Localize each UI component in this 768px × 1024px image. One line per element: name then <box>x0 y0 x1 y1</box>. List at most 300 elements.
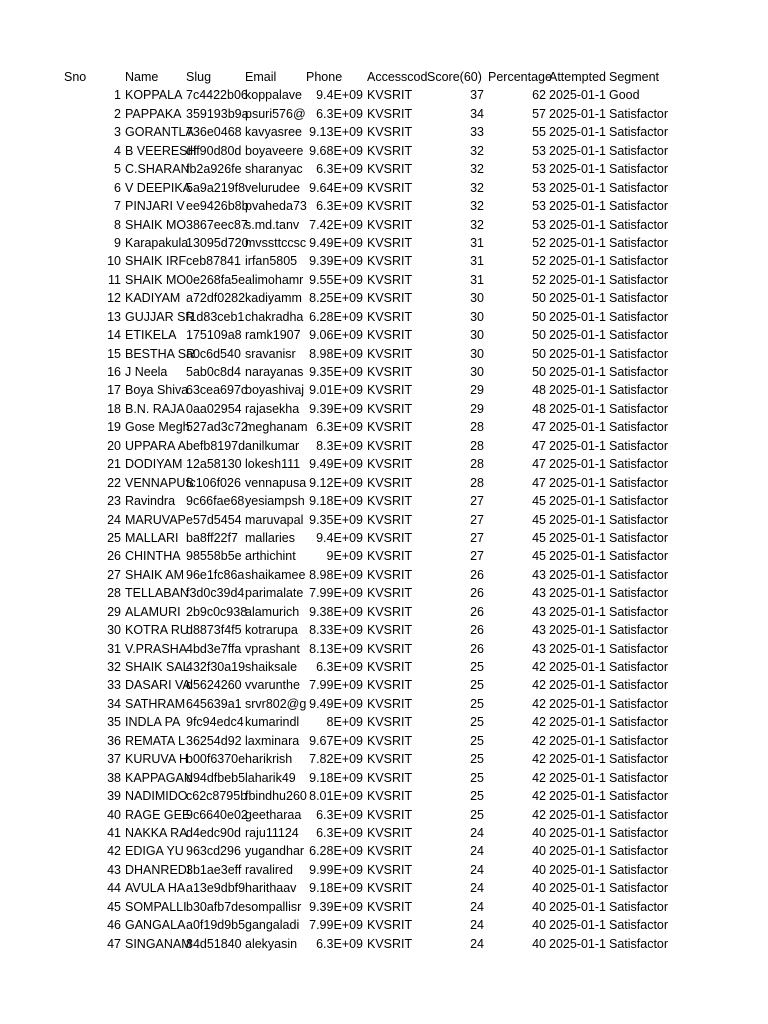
cell-slug: a0c6d540 <box>186 346 241 361</box>
cell-attempted: 2025-01-1 <box>549 623 606 638</box>
cell-phone: 9.38E+09 <box>309 604 363 619</box>
cell-attempted: 2025-01-1 <box>549 143 606 158</box>
cell-score: 24 <box>470 918 484 933</box>
cell-name: DHANREDI <box>125 862 191 877</box>
cell-slug: dff90d80d <box>186 143 242 158</box>
header-attempted: Attempted <box>549 70 606 84</box>
cell-sno: 18 <box>107 401 121 416</box>
cell-phone: 9.01E+09 <box>309 383 363 398</box>
cell-name: DASARI VA <box>125 678 191 693</box>
cell-score: 27 <box>470 494 484 509</box>
cell-score: 27 <box>470 549 484 564</box>
cell-email: koppalave <box>245 88 302 103</box>
cell-score: 32 <box>470 199 484 214</box>
cell-percentage: 42 <box>532 770 546 785</box>
cell-name: BESTHA SR <box>125 346 196 361</box>
table-row <box>0 492 768 510</box>
cell-sno: 3 <box>114 125 121 140</box>
cell-slug: f3d0c39d4 <box>186 586 245 601</box>
cell-sno: 33 <box>107 678 121 693</box>
cell-attempted: 2025-01-1 <box>549 918 606 933</box>
cell-email: boyaveere <box>245 143 304 158</box>
cell-attempted: 2025-01-1 <box>549 162 606 177</box>
cell-accesscode: KVSRIT <box>367 789 413 804</box>
cell-sno: 9 <box>114 235 121 250</box>
cell-sno: 19 <box>107 420 121 435</box>
cell-name: V.PRASHA <box>125 641 188 656</box>
cell-score: 24 <box>470 881 484 896</box>
cell-slug: 9c66fae68 <box>186 494 245 509</box>
cell-phone: 6.3E+09 <box>316 936 363 951</box>
cell-percentage: 43 <box>532 586 546 601</box>
cell-slug: a72df0282 <box>186 291 246 306</box>
cell-email: yesiampsh <box>245 494 305 509</box>
cell-attempted: 2025-01-1 <box>549 235 606 250</box>
cell-sno: 46 <box>107 918 121 933</box>
cell-segment: Satisfactor <box>609 235 669 250</box>
table-row <box>0 179 768 197</box>
cell-email: alekyasin <box>245 936 298 951</box>
cell-attempted: 2025-01-1 <box>549 512 606 527</box>
cell-segment: Satisfactor <box>609 604 669 619</box>
cell-slug: c62c8795b <box>186 789 248 804</box>
cell-percentage: 50 <box>532 309 546 324</box>
cell-slug: 98558b5e <box>186 549 242 564</box>
cell-email: narayanas <box>245 365 304 379</box>
cell-email: maruvapal <box>245 512 304 527</box>
cell-score: 28 <box>470 438 484 453</box>
cell-segment: Satisfactor <box>609 401 669 416</box>
cell-phone: 9.4E+09 <box>316 530 363 545</box>
cell-name: CHINTHA <box>125 549 181 564</box>
table-row <box>0 879 768 897</box>
cell-accesscode: KVSRIT <box>367 254 413 269</box>
cell-percentage: 45 <box>532 512 546 527</box>
cell-attempted: 2025-01-1 <box>549 530 606 545</box>
cell-name: INDLA PA <box>125 715 181 730</box>
table-row <box>0 308 768 326</box>
cell-accesscode: KVSRIT <box>367 844 413 859</box>
cell-email: srvr802@g <box>245 696 307 711</box>
cell-slug: b00f6370e <box>186 752 246 767</box>
cell-accesscode: KVSRIT <box>367 365 413 379</box>
cell-phone: 8.98E+09 <box>309 567 363 582</box>
cell-phone: 7.99E+09 <box>309 678 363 693</box>
cell-percentage: 42 <box>532 696 546 711</box>
cell-accesscode: KVSRIT <box>367 438 413 453</box>
cell-email: geetharaa <box>245 807 302 822</box>
cell-sno: 23 <box>107 494 121 509</box>
cell-attempted: 2025-01-1 <box>549 328 606 343</box>
cell-sno: 43 <box>107 862 121 877</box>
cell-segment: Satisfactor <box>609 586 669 601</box>
cell-sno: 24 <box>107 512 121 527</box>
cell-slug: 3867eec87 <box>186 217 248 232</box>
cell-percentage: 53 <box>532 162 546 177</box>
cell-name: SOMPALLI <box>125 899 187 914</box>
cell-accesscode: KVSRIT <box>367 530 413 545</box>
cell-sno: 40 <box>107 807 121 822</box>
cell-email: gangaladi <box>245 918 300 933</box>
cell-segment: Satisfactor <box>609 217 669 232</box>
table-row <box>0 86 768 104</box>
cell-phone: 9.39E+09 <box>309 254 363 269</box>
cell-name: RAGE GEE <box>125 807 191 822</box>
cell-attempted: 2025-01-1 <box>549 604 606 619</box>
cell-accesscode: KVSRIT <box>367 346 413 361</box>
table-row <box>0 713 768 731</box>
cell-segment: Satisfactor <box>609 752 669 767</box>
table-row <box>0 105 768 123</box>
cell-name: AVULA HA <box>125 881 186 896</box>
cell-phone: 9.4E+09 <box>316 88 363 103</box>
cell-email: chakradha <box>245 309 304 324</box>
cell-attempted: 2025-01-1 <box>549 254 606 269</box>
cell-accesscode: KVSRIT <box>367 696 413 711</box>
cell-sno: 36 <box>107 733 121 748</box>
cell-sno: 21 <box>107 457 121 472</box>
cell-accesscode: KVSRIT <box>367 162 413 177</box>
table-row <box>0 271 768 289</box>
cell-attempted: 2025-01-1 <box>549 438 606 453</box>
header-name: Name <box>125 70 159 84</box>
cell-segment: Satisfactor <box>609 199 669 214</box>
cell-segment: Satisfactor <box>609 641 669 656</box>
cell-sno: 47 <box>107 936 121 951</box>
cell-slug: d8873f4f5 <box>186 623 242 638</box>
cell-segment: Satisfactor <box>609 420 669 435</box>
cell-name: Karapakula <box>125 235 189 250</box>
cell-percentage: 40 <box>532 881 546 896</box>
cell-segment: Satisfactor <box>609 512 669 527</box>
cell-accesscode: KVSRIT <box>367 291 413 306</box>
spreadsheet <box>0 68 768 953</box>
cell-email: harithaav <box>245 881 297 896</box>
table-body <box>0 86 768 953</box>
cell-accesscode: KVSRIT <box>367 199 413 214</box>
cell-email: shaiksale <box>245 660 298 674</box>
cell-slug: 7c4422b06 <box>186 88 248 103</box>
header-phone: Phone <box>306 70 343 84</box>
header-percentage: Percentage <box>488 70 552 84</box>
table-row <box>0 603 768 621</box>
cell-phone: 9.06E+09 <box>309 328 363 343</box>
cell-percentage: 42 <box>532 752 546 767</box>
cell-score: 37 <box>470 88 484 103</box>
cell-slug: 63cea697c <box>186 383 248 398</box>
table-row <box>0 732 768 750</box>
cell-attempted: 2025-01-1 <box>549 346 606 361</box>
cell-sno: 25 <box>107 530 121 545</box>
table-row <box>0 474 768 492</box>
cell-email: kavyasree <box>245 125 302 140</box>
cell-segment: Satisfactor <box>609 678 669 693</box>
table-row <box>0 658 768 676</box>
cell-sno: 41 <box>107 825 121 840</box>
cell-segment: Satisfactor <box>609 383 669 398</box>
cell-attempted: 2025-01-1 <box>549 678 606 693</box>
cell-segment: Satisfactor <box>609 530 669 545</box>
table-row <box>0 381 768 399</box>
cell-email: irfan5805 <box>245 254 298 269</box>
cell-percentage: 52 <box>532 272 546 287</box>
cell-slug: 5ab0c8d4 <box>186 365 241 379</box>
cell-accesscode: KVSRIT <box>367 217 413 232</box>
cell-email: vvarunthe <box>245 678 300 693</box>
cell-phone: 9.99E+09 <box>309 862 363 877</box>
cell-score: 24 <box>470 862 484 877</box>
cell-percentage: 40 <box>532 844 546 859</box>
cell-attempted: 2025-01-1 <box>549 789 606 804</box>
table-row <box>0 935 768 953</box>
cell-phone: 9.18E+09 <box>309 494 363 509</box>
cell-accesscode: KVSRIT <box>367 715 413 730</box>
cell-accesscode: KVSRIT <box>367 457 413 472</box>
header-segment: Segment <box>609 70 660 84</box>
cell-percentage: 40 <box>532 936 546 951</box>
cell-segment: Satisfactor <box>609 291 669 306</box>
cell-slug: 84d51840 <box>186 936 242 951</box>
cell-slug: 12a58130 <box>186 457 242 472</box>
cell-name: SHAIK AM <box>125 567 185 582</box>
cell-percentage: 42 <box>532 807 546 822</box>
cell-email: harikrish <box>245 752 293 767</box>
cell-accesscode: KVSRIT <box>367 862 413 877</box>
cell-name: GANGALA <box>125 918 186 933</box>
cell-name: SINGANAM <box>125 936 192 951</box>
cell-name: KAPPAGAN <box>125 770 193 785</box>
table-row <box>0 621 768 639</box>
cell-phone: 9.18E+09 <box>309 770 363 785</box>
cell-score: 30 <box>470 309 484 324</box>
cell-accesscode: KVSRIT <box>367 825 413 840</box>
cell-attempted: 2025-01-1 <box>549 383 606 398</box>
cell-score: 25 <box>470 807 484 822</box>
cell-sno: 17 <box>107 383 121 398</box>
cell-attempted: 2025-01-1 <box>549 899 606 914</box>
cell-sno: 5 <box>114 162 121 177</box>
cell-email: boyashivaj <box>245 383 305 398</box>
cell-segment: Satisfactor <box>609 733 669 748</box>
cell-segment: Satisfactor <box>609 918 669 933</box>
cell-phone: 9.49E+09 <box>309 235 363 250</box>
cell-sno: 30 <box>107 623 121 638</box>
cell-segment: Satisfactor <box>609 180 669 195</box>
cell-score: 24 <box>470 844 484 859</box>
cell-score: 30 <box>470 346 484 361</box>
cell-sno: 28 <box>107 586 121 601</box>
cell-score: 25 <box>470 733 484 748</box>
cell-score: 32 <box>470 143 484 158</box>
header-sno: Sno <box>64 70 87 84</box>
cell-segment: Satisfactor <box>609 789 669 804</box>
cell-score: 28 <box>470 420 484 435</box>
cell-name: SATHRAM <box>125 696 186 711</box>
cell-percentage: 50 <box>532 365 546 379</box>
cell-accesscode: KVSRIT <box>367 272 413 287</box>
cell-accesscode: KVSRIT <box>367 106 413 121</box>
cell-name: KOTRA RU <box>125 623 189 638</box>
cell-sno: 15 <box>107 346 121 361</box>
cell-email: parimalate <box>245 586 304 601</box>
cell-slug: 359193b9a <box>186 106 249 121</box>
cell-phone: 8.3E+09 <box>316 438 363 453</box>
cell-phone: 9.49E+09 <box>309 696 363 711</box>
cell-attempted: 2025-01-1 <box>549 660 606 674</box>
cell-phone: 6.3E+09 <box>316 199 363 214</box>
cell-slug: fb2a926fe <box>186 162 242 177</box>
cell-phone: 6.28E+09 <box>309 844 363 859</box>
cell-percentage: 47 <box>532 438 546 453</box>
cell-score: 33 <box>470 125 484 140</box>
cell-email: velurudee <box>245 180 300 195</box>
cell-accesscode: KVSRIT <box>367 899 413 914</box>
cell-segment: Satisfactor <box>609 475 669 490</box>
cell-email: kadiyamm <box>245 291 302 306</box>
cell-attempted: 2025-01-1 <box>549 475 606 490</box>
cell-segment: Satisfactor <box>609 494 669 509</box>
cell-attempted: 2025-01-1 <box>549 825 606 840</box>
table-row <box>0 252 768 270</box>
cell-accesscode: KVSRIT <box>367 420 413 435</box>
cell-segment: Satisfactor <box>609 254 669 269</box>
cell-score: 25 <box>470 678 484 693</box>
cell-slug: 36254d92 <box>186 733 242 748</box>
cell-phone: 6.3E+09 <box>316 162 363 177</box>
cell-email: arthichint <box>245 549 296 564</box>
cell-slug: 9c6640e02 <box>186 807 248 822</box>
cell-accesscode: KVSRIT <box>367 512 413 527</box>
cell-sno: 12 <box>107 291 121 306</box>
cell-segment: Satisfactor <box>609 844 669 859</box>
cell-slug: e57d5454 <box>186 512 242 527</box>
table-row <box>0 437 768 455</box>
table-row <box>0 584 768 602</box>
cell-name: ALAMURI <box>125 604 181 619</box>
cell-slug: d4edc90d <box>186 825 241 840</box>
cell-sno: 16 <box>107 365 121 379</box>
table-row <box>0 234 768 252</box>
cell-accesscode: KVSRIT <box>367 125 413 140</box>
cell-percentage: 48 <box>532 383 546 398</box>
cell-accesscode: KVSRIT <box>367 807 413 822</box>
cell-phone: 9.67E+09 <box>309 733 363 748</box>
cell-phone: 8.01E+09 <box>309 789 363 804</box>
table-row <box>0 511 768 529</box>
cell-sno: 39 <box>107 789 121 804</box>
cell-score: 26 <box>470 641 484 656</box>
cell-segment: Satisfactor <box>609 715 669 730</box>
cell-email: sravanisr <box>245 346 296 361</box>
cell-name: Gose Megh <box>125 420 190 435</box>
cell-attempted: 2025-01-1 <box>549 715 606 730</box>
cell-accesscode: KVSRIT <box>367 383 413 398</box>
cell-name: KADIYAM <box>125 291 181 306</box>
cell-name: KOPPALA <box>125 88 183 103</box>
cell-score: 27 <box>470 512 484 527</box>
cell-slug: ceb87841 <box>186 254 241 269</box>
cell-segment: Good <box>609 88 640 103</box>
cell-accesscode: KVSRIT <box>367 641 413 656</box>
cell-sno: 32 <box>107 660 121 674</box>
cell-email: ramk1907 <box>245 328 301 343</box>
cell-slug: d5624260 <box>186 678 242 693</box>
cell-percentage: 40 <box>532 862 546 877</box>
cell-accesscode: KVSRIT <box>367 660 413 674</box>
cell-percentage: 55 <box>532 125 546 140</box>
cell-score: 26 <box>470 604 484 619</box>
cell-sno: 8 <box>114 217 121 232</box>
table-row <box>0 898 768 916</box>
cell-percentage: 42 <box>532 733 546 748</box>
cell-slug: 96e1fc86a <box>186 567 245 582</box>
cell-slug: fc106f026 <box>186 475 241 490</box>
cell-email: kumarindl <box>245 715 300 730</box>
cell-email: anilkumar <box>245 438 300 453</box>
cell-attempted: 2025-01-1 <box>549 420 606 435</box>
cell-phone: 6.28E+09 <box>309 309 363 324</box>
cell-slug: 3b1ae3eff <box>186 862 242 877</box>
cell-percentage: 42 <box>532 678 546 693</box>
cell-accesscode: KVSRIT <box>367 752 413 767</box>
cell-slug: 175109a8 <box>186 328 242 343</box>
cell-phone: 6.3E+09 <box>316 106 363 121</box>
cell-attempted: 2025-01-1 <box>549 733 606 748</box>
header-email: Email <box>245 70 277 84</box>
cell-attempted: 2025-01-1 <box>549 494 606 509</box>
cell-email: kotrarupa <box>245 623 298 638</box>
cell-phone: 9.49E+09 <box>309 457 363 472</box>
cell-email: shaikamee <box>245 567 306 582</box>
cell-sno: 44 <box>107 881 121 896</box>
cell-score: 32 <box>470 162 484 177</box>
cell-sno: 14 <box>107 328 121 343</box>
cell-percentage: 40 <box>532 899 546 914</box>
cell-phone: 8.98E+09 <box>309 346 363 361</box>
cell-percentage: 50 <box>532 328 546 343</box>
cell-name: Ravindra <box>125 494 176 509</box>
cell-accesscode: KVSRIT <box>367 881 413 896</box>
cell-score: 32 <box>470 217 484 232</box>
cell-name: GUJJAR SR <box>125 309 195 324</box>
cell-accesscode: KVSRIT <box>367 88 413 103</box>
cell-attempted: 2025-01-1 <box>549 696 606 711</box>
table-row <box>0 345 768 363</box>
cell-accesscode: KVSRIT <box>367 235 413 250</box>
cell-accesscode: KVSRIT <box>367 567 413 582</box>
cell-phone: 9.12E+09 <box>309 475 363 490</box>
cell-percentage: 47 <box>532 475 546 490</box>
cell-attempted: 2025-01-1 <box>549 457 606 472</box>
cell-score: 27 <box>470 530 484 545</box>
cell-accesscode: KVSRIT <box>367 733 413 748</box>
cell-phone: 7.99E+09 <box>309 586 363 601</box>
cell-name: Boya Shiva <box>125 383 189 398</box>
cell-sno: 1 <box>114 88 121 103</box>
cell-name: B.N. RAJA <box>125 401 185 416</box>
cell-accesscode: KVSRIT <box>367 604 413 619</box>
cell-sno: 31 <box>107 641 121 656</box>
cell-phone: 7.99E+09 <box>309 918 363 933</box>
cell-percentage: 40 <box>532 918 546 933</box>
table-row <box>0 787 768 805</box>
cell-name: NAKKA RA <box>125 825 188 840</box>
cell-slug: f1d83ceb1 <box>186 309 245 324</box>
cell-attempted: 2025-01-1 <box>549 180 606 195</box>
cell-slug: 963cd296 <box>186 844 241 859</box>
cell-score: 32 <box>470 180 484 195</box>
header-row <box>0 68 768 86</box>
